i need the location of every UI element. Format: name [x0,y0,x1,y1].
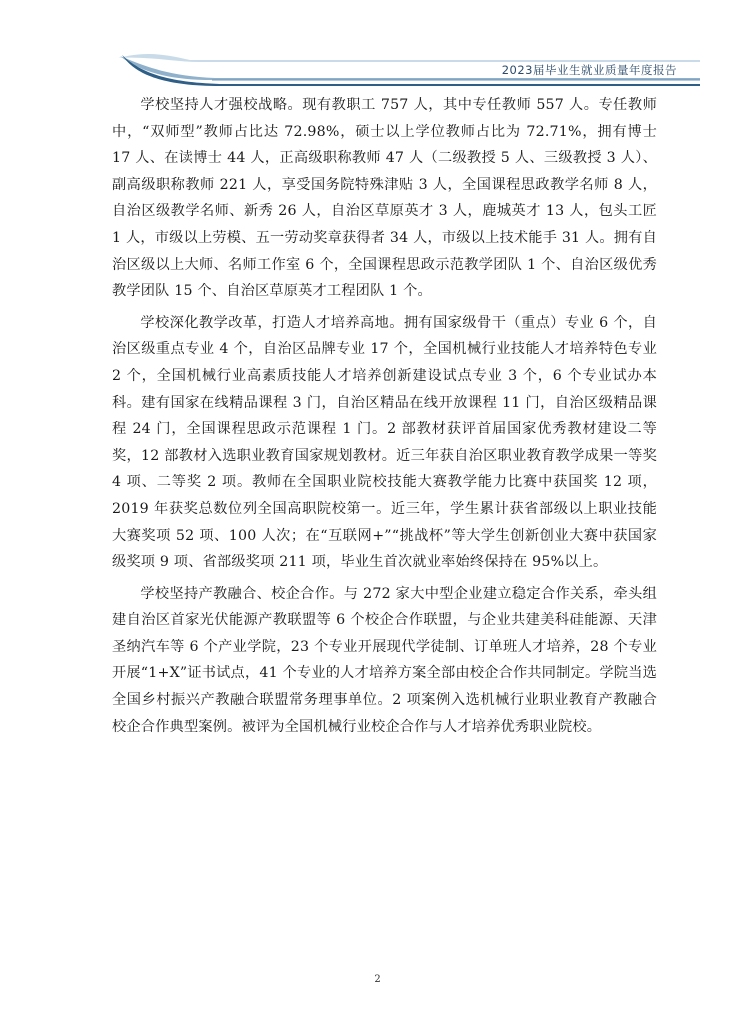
header-wave-light [118,54,700,62]
report-title: 2023届毕业生就业质量年度报告 [501,63,677,77]
paragraph-teaching-reform: 学校深化教学改革，打造人才培养高地。拥有国家级骨干（重点）专业 6 个，自治区级重点专业 4 个，自治区品牌专业 17 个，全国机械行业技能人才培养特色专业 2 个，全国机械行业高素质技能人才培养创新建设试点专业 3 个，6 个专业试办本科。建有国家在线精品课程 3 门，自治区精品在线开放课程 11 门，自治区级精品课程 24 门，全国课程思政示范课程 1 门。2 部教材获评首届国家优秀教材建设二等奖，12 部教材入选职业教育国家规划教材。近三年获自治区职业教育教学成果一等奖 4 项、二等奖 2 项。教师在全国职业院校技能大赛教学能力比赛中获国奖 12 项，2019 年获奖总数位列全国高职院校第一。近三年，学生累计获省部级以上职业技能大赛奖项 52 项、100 人次；在“互联网+”“挑战杯”等大学生创新创业大赛中获国家级奖项 9 项、省部级奖项 211 项，毕业生首次就业率始终保持在 95%以上。 [112,314,657,571]
page-header [0,0,755,90]
paragraph-talent-strategy: 学校坚持人才强校战略。现有教职工 757 人，其中专任教师 557 人。专任教师中，“双师型”教师占比达 72.98%，硕士以上学位教师占比为 72.71%，拥有博士 17 人、在读博士 44 人，正高级职称教师 47 人（二级教授 5 人、三级教授 3 人）、副高级职称教师 221 人，享受国务院特殊津贴 3 人，全国课程思政教学名师 8 人，自治区级教学名师、新秀 26 人，自治区草原英才 3 人，鹿城英才 13 人，包头工匠 1 人，市级以上劳模、五一劳动奖章获得者 34 人，市级以上技术能手 31 人。拥有自治区级以上大师、名师工作室 6 个，全国课程思政示范教学团队 1 个、自治区级优秀教学团队 15 个、自治区草原英才工程团队 1 个。 [112,97,657,300]
document-body [112,92,657,740]
page-number: 2 [374,974,381,985]
paragraph-industry-cooperation: 学校坚持产教融合、校企合作。与 272 家大中型企业建立稳定合作关系，牵头组建自治区首家光伏能源产教联盟等 6 个校企合作联盟，与企业共建美科硅能源、天津圣纳汽车等 6 个产业学院，23 个专业开展现代学徒制、订单班人才培养，28 个专业开展“1+X”证书试点，41 个专业的人才培养方案全部由校企合作共同制定。学院当选全国乡村振兴产教融合联盟常务理事单位。2 项案例入选机械行业职业教育产教融合校企合作典型案例。被评为全国机械行业校企合作与人才培养优秀职业院校。 [112,585,657,735]
